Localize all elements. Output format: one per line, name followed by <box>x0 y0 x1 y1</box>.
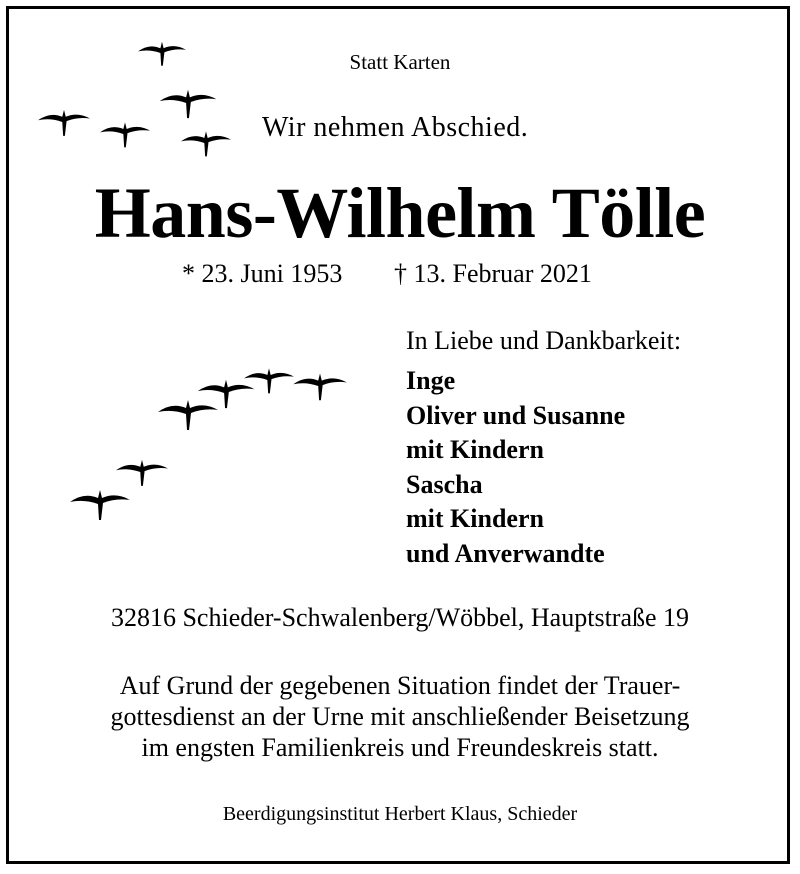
mourner-name: Inge <box>406 366 456 395</box>
funeral-home: Beerdigungsinstitut Herbert Klaus, Schieder <box>222 803 578 825</box>
crane-icon <box>158 86 218 120</box>
crane-icon <box>158 396 218 432</box>
farewell-line: Wir nehmen Abschied. <box>262 112 529 143</box>
funeral-info-line: Auf Grund der gegebenen Situation findet der Trauer- <box>119 671 681 700</box>
crane-icon <box>292 370 348 402</box>
crane-icon <box>178 128 234 158</box>
mourner-name: Sascha <box>406 469 483 499</box>
birth-date: * 23. Juni 1953 <box>182 259 343 288</box>
notice-header: Statt Karten <box>349 50 451 74</box>
mourner-name: mit Kindern <box>406 435 544 464</box>
mourners-list <box>406 364 625 571</box>
mourners-intro: In Liebe und Dankbarkeit: <box>406 326 682 355</box>
death-date: † 13. Februar 2021 <box>394 259 592 288</box>
mourner-name: Oliver und Susanne <box>406 400 626 430</box>
address-line: 32816 Schieder-Schwalenberg/Wöbbel, Hauptstraße 19 <box>110 603 690 632</box>
funeral-info <box>0 670 800 763</box>
mourner-name: mit Kindern <box>406 504 544 533</box>
funeral-info-line: im engsten Familienkreis und Freundeskreis statt. <box>141 733 659 762</box>
crane-icon <box>38 106 90 138</box>
crane-icon <box>116 456 168 488</box>
funeral-info-line: gottesdienst an der Urne mit anschließender Beisetzung <box>110 702 690 731</box>
deceased-name: Hans-Wilhelm Tölle <box>94 173 706 253</box>
mourner-name: und Anverwandte <box>406 538 605 568</box>
crane-icon <box>99 119 151 149</box>
crane-icon <box>70 486 130 522</box>
